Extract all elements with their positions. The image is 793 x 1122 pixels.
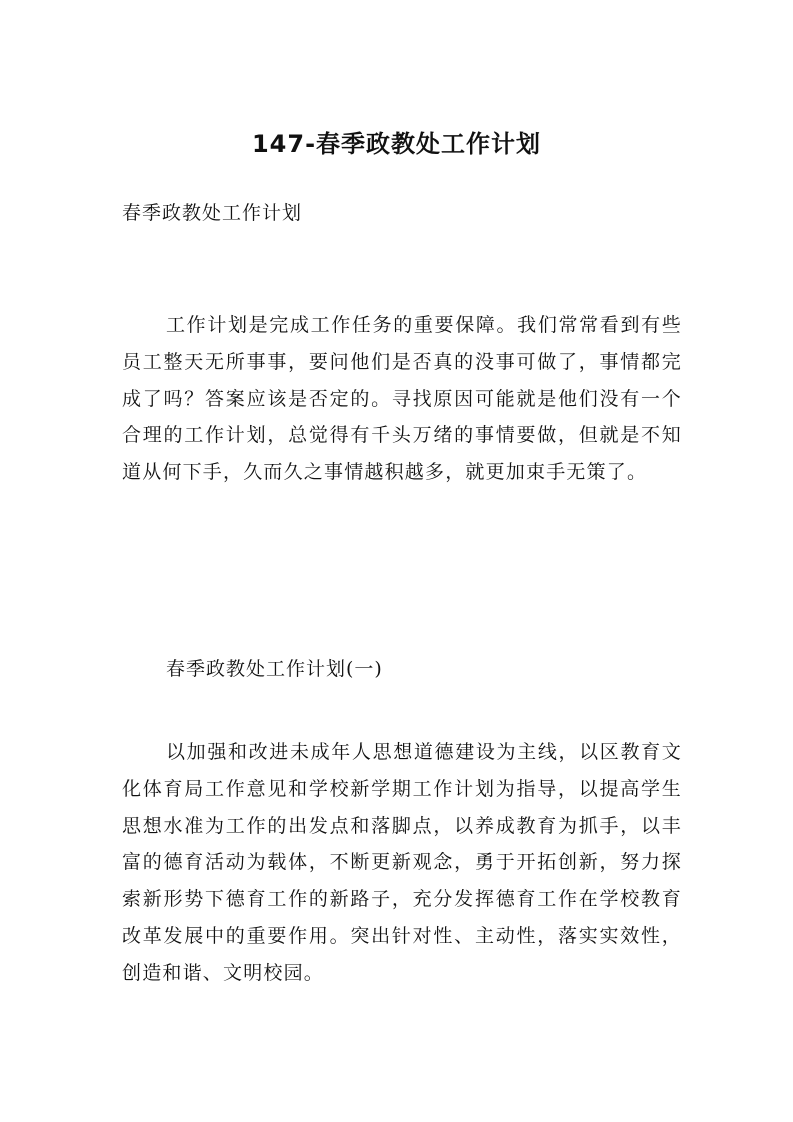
document-subheading: 春季政教处工作计划 (122, 202, 303, 224)
document-title: 147-春季政教处工作计划 (251, 130, 542, 158)
intro-paragraph: 工作计划是完成工作任务的重要保障。我们常常看到有些员工整天无所事事，要问他们是否真的没事可做了，事情都完成了吗？答案应该是否定的。寻找原因可能就是他们没有一个合理的工作计划，总觉得有千头万绪的事情要做，但就是不知道从何下手，久而久之事情越积越多，就更加束手无策了。 (122, 314, 682, 484)
section-paragraph: 以加强和改进未成年人思想道德建设为主线，以区教育文化体育局工作意见和学校新学期工作计划为指导，以提高学生思想水准为工作的出发点和落脚点，以养成教育为抓手，以丰富的德育活动为载体，不断更新观念，勇于开拓创新，努力探索新形势下德育工作的新路子，充分发挥德育工作在学校教育改革发展中的重要作用。突出针对性、主动性，落实实效性，创造和谐、文明校园。 (122, 741, 682, 984)
section-heading: 春季政教处工作计划(一) (166, 658, 383, 680)
